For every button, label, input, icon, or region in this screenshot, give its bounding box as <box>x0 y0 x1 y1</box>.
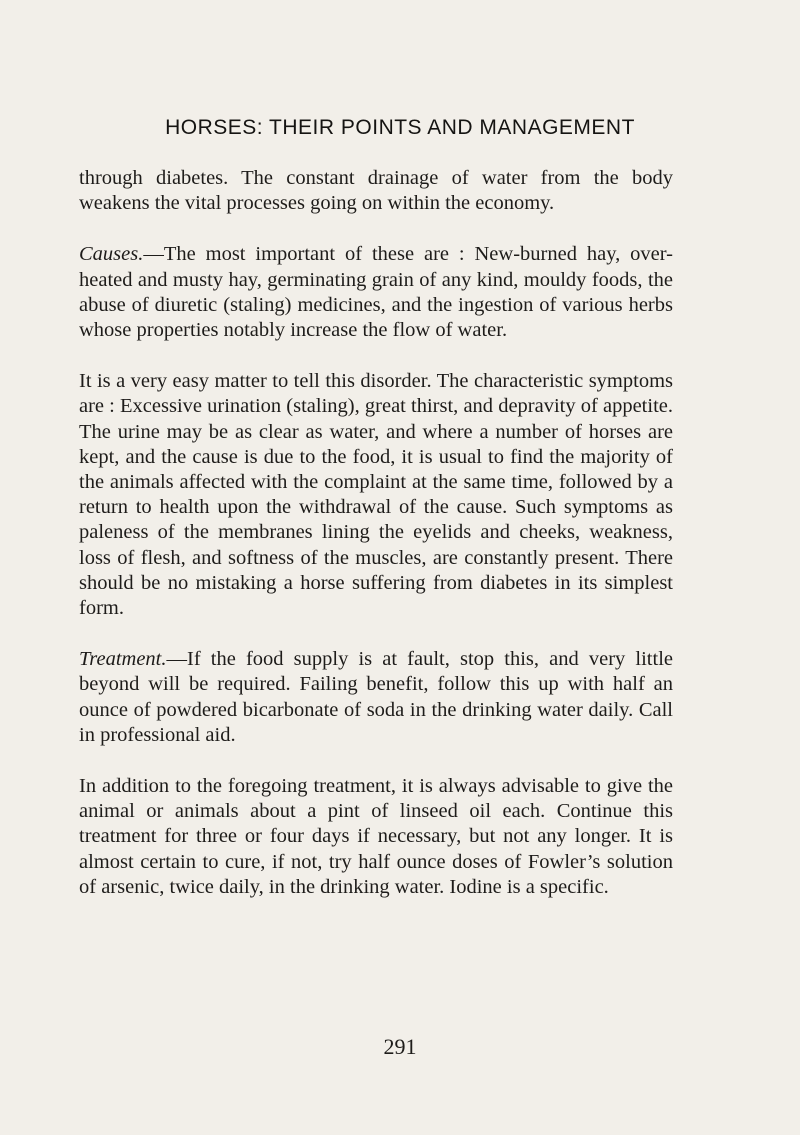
paragraph-causes <box>79 242 673 343</box>
paragraph-treatment <box>79 647 673 748</box>
paragraph-addition-text: In addition to the foregoing treatment, it is always advisable to give the animal or animals about a pint of linseed oil each. Continue this treatment for three or four days if necessary, but not any longer. It is almost certain to cure, if not, try half ounce doses of Fowler’s solution of arsenic, twice daily, in the drinking water. Iodine is a specific. <box>79 775 673 898</box>
paragraph-treatment-text: —If the food supply is at fault, stop this, and very little beyond will be required. Failing benefit, follow this up with half an ounce of powdered bicarbonate of soda in the drinking water daily. Call in professional aid. <box>79 648 673 746</box>
causes-heading: Causes. <box>79 243 144 266</box>
paragraph-causes-text: —The most important of these are : New-burned hay, over-heated and musty hay, germinating grain of any kind, mouldy foods, the abuse of diuretic (staling) medicines, and the ingestion of various herbs whose properties notably increase the flow of water. <box>79 243 673 342</box>
paragraph-symptoms-text: It is a very easy matter to tell this disorder. The characteristic symptoms are : Excessive urination (staling), great thirst, and depravity of appetite. The urine may be as clear as water, and where a number of horses are kept, and the cause is due to the food, it is usual to find the majority of the animals affected with the complaint at the same time, followed by a return to health upon the withdrawal of the cause. Such symptoms as paleness of the membranes lining the eyelids and cheeks, weakness, loss of flesh, and softness of the muscles, are constantly present. There should be no mistaking a horse suffering from diabetes in its simplest form. <box>79 370 673 620</box>
body-text <box>79 166 673 926</box>
paragraph-symptoms <box>79 369 673 621</box>
treatment-heading: Treatment. <box>79 648 167 671</box>
running-head: HORSES: THEIR POINTS AND MANAGEMENT <box>165 116 635 139</box>
paragraph-1 <box>79 166 673 216</box>
page-number: 291 <box>383 1034 417 1059</box>
paragraph-addition <box>79 774 673 900</box>
paragraph-1-text: through diabetes. The constant drainage of water from the body weakens the vital processes going on within the economy. <box>79 167 673 215</box>
